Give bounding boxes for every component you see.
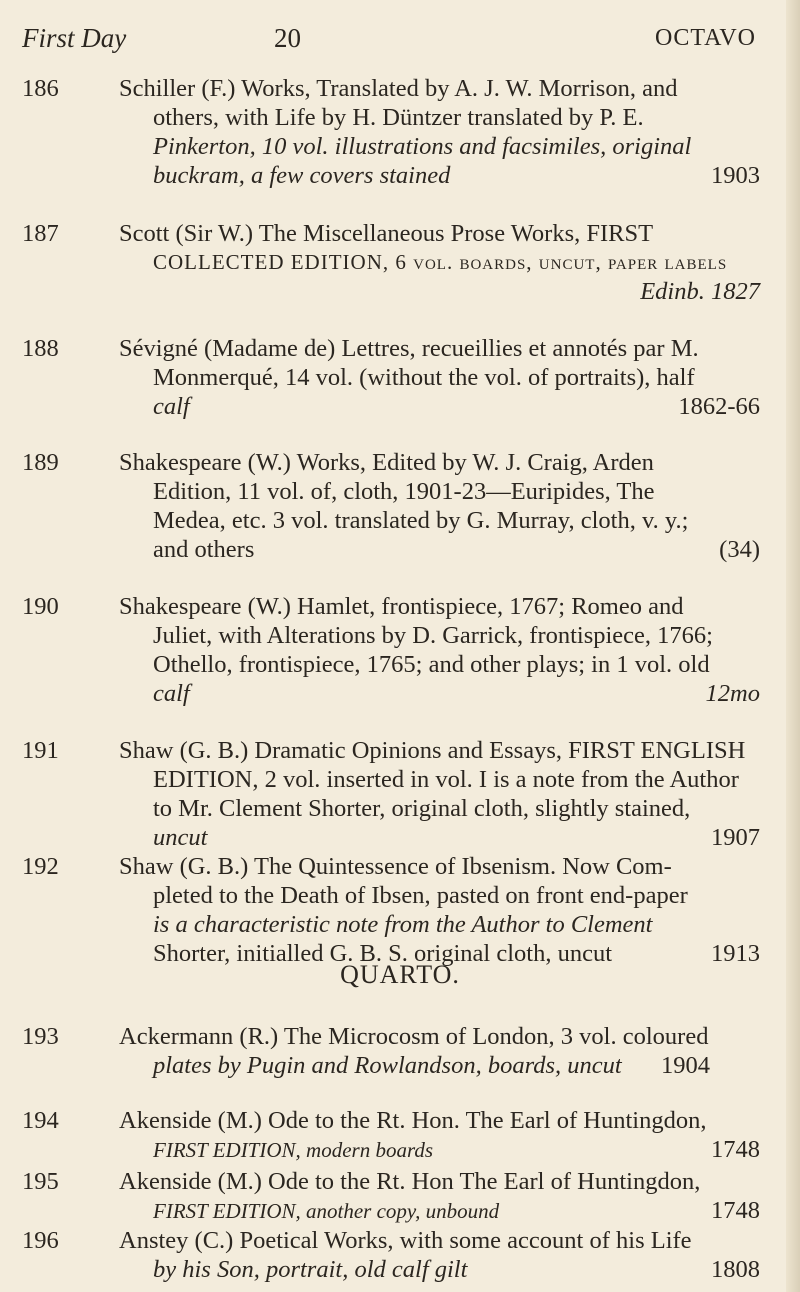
lot-number: 193 bbox=[22, 1023, 59, 1050]
entry-text bbox=[119, 448, 760, 564]
section-heading: QUARTO. bbox=[340, 960, 460, 989]
entry-line: Akenside (M.) Ode to the Rt. Hon The Earl of Huntingdon, bbox=[119, 1168, 701, 1195]
entry-line: Monmerqué, 14 vol. (without the vol. of portraits), half bbox=[153, 364, 695, 391]
lot-number: 194 bbox=[22, 1107, 59, 1134]
entry-line: Akenside (M.) Ode to the Rt. Hon. The Earl of Huntingdon, bbox=[119, 1107, 707, 1134]
entry-line: Shaw (G. B.) Dramatic Opinions and Essays, FIRST ENGLISH bbox=[119, 737, 746, 764]
entry-line: uncut bbox=[153, 824, 208, 851]
lot-number: 189 bbox=[22, 449, 59, 476]
entry-last-line bbox=[119, 1196, 760, 1226]
entry-line: Anstey (C.) Poetical Works, with some account of his Life bbox=[119, 1227, 692, 1254]
entry-text bbox=[119, 334, 760, 421]
entry-year: 1748 bbox=[711, 1136, 760, 1163]
lot-number: 192 bbox=[22, 853, 59, 880]
entry-line: COLLECTED EDITION, 6 vol. boards, uncut, paper labels bbox=[153, 250, 728, 274]
entry-line: Juliet, with Alterations by D. Garrick, frontispiece, 1766; bbox=[153, 622, 713, 649]
entry-last-line bbox=[119, 1051, 760, 1080]
entry-year: (34) bbox=[719, 536, 760, 563]
entry-text bbox=[119, 219, 760, 306]
page-header bbox=[22, 18, 756, 58]
entry-text bbox=[119, 852, 760, 968]
entry-text bbox=[119, 592, 760, 708]
entry-last-line bbox=[119, 392, 760, 421]
entry-line: by his Son, portrait, old calf gilt bbox=[153, 1256, 468, 1283]
lot-number: 187 bbox=[22, 220, 59, 247]
entry-line: Medea, etc. 3 vol. translated by G. Murray, cloth, v. y.; bbox=[153, 507, 689, 534]
entry-text bbox=[119, 1106, 760, 1165]
page-edge bbox=[786, 0, 800, 1292]
header-page-number: 20 bbox=[274, 23, 301, 53]
entry-year: 1748 bbox=[711, 1197, 760, 1224]
entry-line: EDITION, 2 vol. inserted in vol. I is a note from the Author bbox=[153, 766, 739, 793]
entry-last-line bbox=[119, 535, 760, 564]
header-day: First Day bbox=[22, 23, 127, 53]
entry-year: Edinb. 1827 bbox=[640, 278, 760, 305]
entry-line: Shakespeare (W.) Works, Edited by W. J. Craig, Arden bbox=[119, 449, 654, 476]
entry-text bbox=[119, 1167, 760, 1226]
entry-line: FIRST EDITION, another copy, unbound bbox=[153, 1199, 500, 1223]
entry-year: 1913 bbox=[711, 940, 760, 967]
entry-line: calf bbox=[153, 393, 190, 420]
header-format: OCTAVO bbox=[655, 25, 756, 51]
entry-last-line bbox=[119, 823, 760, 852]
entry-last-line bbox=[119, 1135, 760, 1165]
entry-line: to Mr. Clement Shorter, original cloth, slightly stained, bbox=[153, 795, 691, 822]
entry-line: Pinkerton, 10 vol. illustrations and facsimiles, original bbox=[153, 133, 692, 160]
entry-line: FIRST EDITION, modern boards bbox=[153, 1138, 434, 1162]
entry-line: Ackermann (R.) The Microcosm of London, 3 vol. coloured bbox=[119, 1023, 709, 1050]
entry-line: calf bbox=[153, 680, 190, 707]
entry-year: 1904 bbox=[661, 1052, 710, 1079]
entry-text bbox=[119, 736, 760, 852]
entry-line: is a characteristic note from the Author to Clement bbox=[153, 911, 653, 938]
entry-line: others, with Life by H. Düntzer translated by P. E. bbox=[153, 104, 644, 131]
entry-line: buckram, a few covers stained bbox=[153, 162, 451, 189]
entry-text bbox=[119, 1226, 760, 1284]
entry-year: 12mo bbox=[705, 680, 760, 707]
entry-year: 1903 bbox=[711, 162, 760, 189]
entry-line: Othello, frontispiece, 1765; and other plays; in 1 vol. old bbox=[153, 651, 710, 678]
lot-number: 195 bbox=[22, 1168, 59, 1195]
lot-number: 190 bbox=[22, 593, 59, 620]
entry-last-line bbox=[119, 1255, 760, 1284]
entry-line: and others bbox=[153, 536, 255, 563]
entry-text bbox=[119, 1022, 760, 1080]
entry-year: 1808 bbox=[711, 1256, 760, 1283]
lot-number: 186 bbox=[22, 75, 59, 102]
entry-year: 1907 bbox=[711, 824, 760, 851]
entry-last-line bbox=[119, 679, 760, 708]
entry-line: Shakespeare (W.) Hamlet, frontispiece, 1767; Romeo and bbox=[119, 593, 684, 620]
entry-year: 1862-66 bbox=[678, 393, 760, 420]
lot-number: 188 bbox=[22, 335, 59, 362]
entry-line: plates by Pugin and Rowlandson, boards, uncut bbox=[153, 1052, 622, 1079]
entry-last-line bbox=[119, 161, 760, 190]
entry-line: Shaw (G. B.) The Quintessence of Ibsenism. Now Com- bbox=[119, 853, 672, 880]
entry-line: Edition, 11 vol. of, cloth, 1901-23—Euripides, The bbox=[153, 478, 655, 505]
entry-text bbox=[119, 74, 760, 190]
entry-line: pleted to the Death of Ibsen, pasted on front end-paper bbox=[153, 882, 688, 909]
entry-line: Shorter, initialled G. B. S. original cloth, uncut bbox=[153, 940, 613, 967]
lot-number: 196 bbox=[22, 1227, 59, 1254]
lot-number: 191 bbox=[22, 737, 59, 764]
entry-line: Schiller (F.) Works, Translated by A. J. W. Morrison, and bbox=[119, 75, 678, 102]
entry-line: Scott (Sir W.) The Miscellaneous Prose Works, FIRST bbox=[119, 220, 654, 247]
entry-line: Sévigné (Madame de) Lettres, recueillies et annotés par M. bbox=[119, 335, 699, 362]
